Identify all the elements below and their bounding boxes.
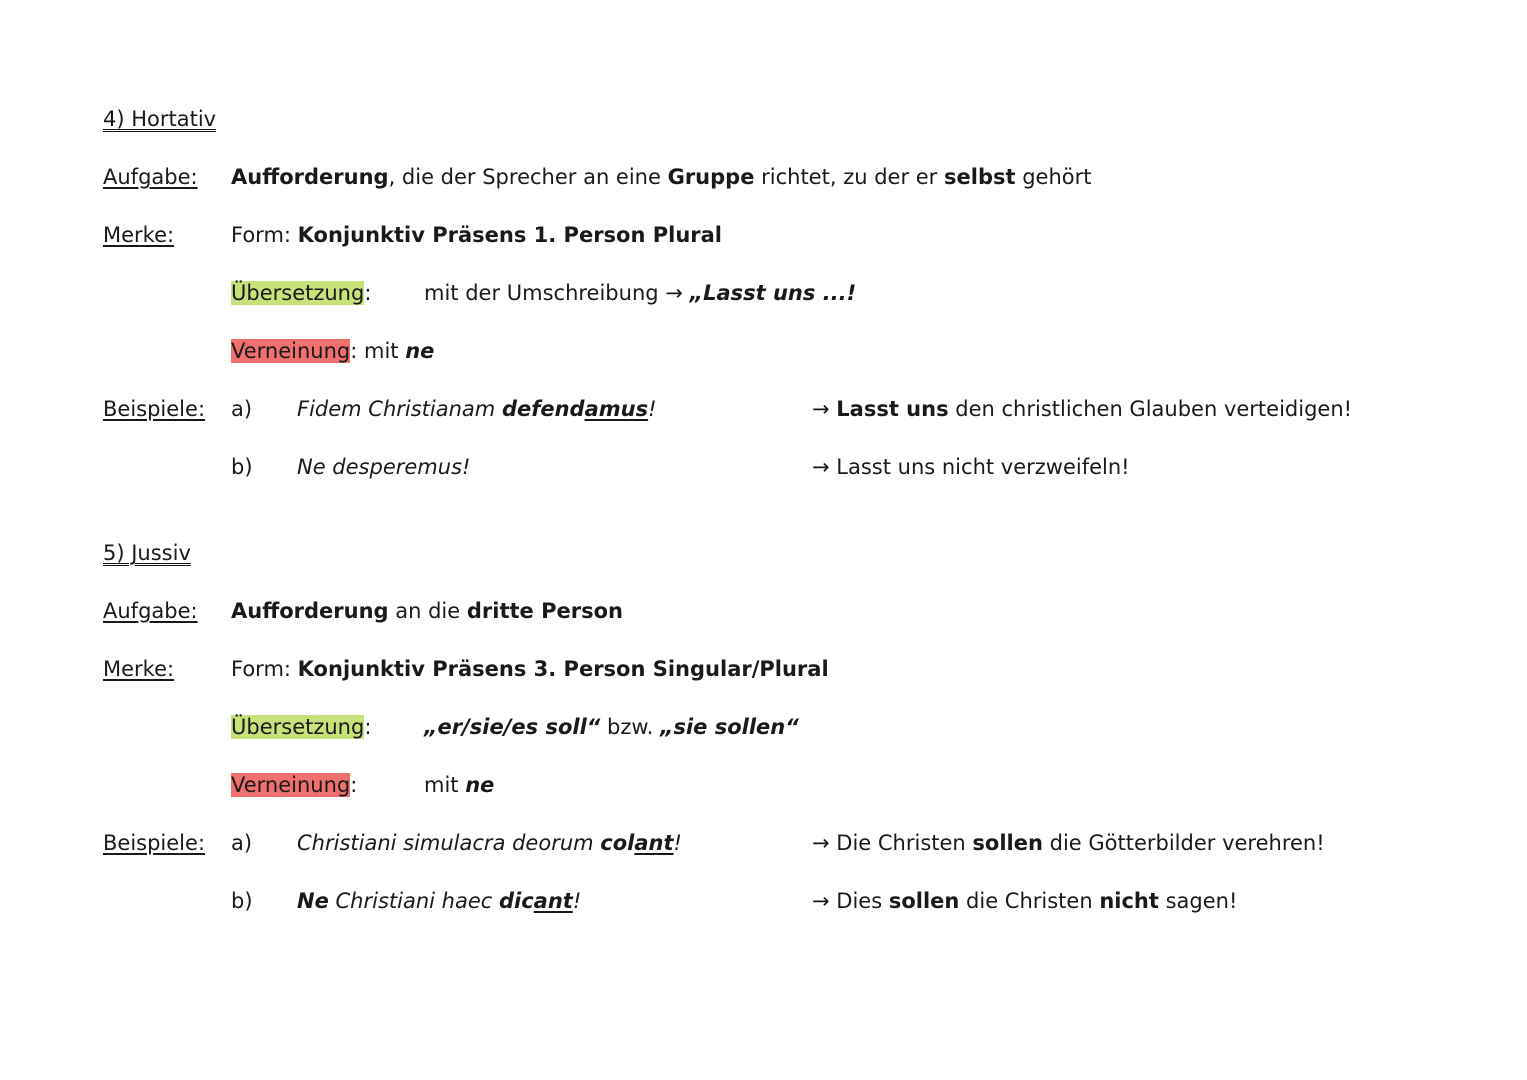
example-a-letter: a) bbox=[231, 397, 253, 421]
example-a-latin: Christiani simulacra deorum colant! bbox=[297, 831, 682, 855]
example-a-translation: → Die Christen sollen die Götterbilder verehren! bbox=[812, 831, 1325, 855]
example-b-letter: b) bbox=[231, 889, 253, 913]
uebersetzung-label: Übersetzung: bbox=[231, 715, 372, 739]
verneinung-label: Verneinung: bbox=[231, 773, 358, 797]
beispiele-label: Beispiele: bbox=[103, 397, 206, 421]
form-line: Form: Konjunktiv Präsens 1. Person Plural bbox=[231, 223, 723, 247]
uebersetzung-text: „er/sie/es soll“ bzw. „sie sollen“ bbox=[424, 715, 799, 739]
uebersetzung-label: Übersetzung: bbox=[231, 281, 372, 305]
merke-label: Merke: bbox=[103, 223, 175, 247]
form-line: Form: Konjunktiv Präsens 3. Person Singular/Plural bbox=[231, 657, 829, 681]
example-b-latin: Ne desperemus! bbox=[297, 455, 471, 479]
example-b-translation: → Dies sollen die Christen nicht sagen! bbox=[812, 889, 1238, 913]
verneinung-line: Verneinung: mit ne bbox=[231, 339, 435, 363]
section-heading-jussiv: 5) Jussiv bbox=[103, 541, 191, 565]
example-a-latin: Fidem Christianam defendamus! bbox=[297, 397, 657, 421]
section-heading-hortativ: 4) Hortativ bbox=[103, 107, 217, 131]
aufgabe-label: Aufgabe: bbox=[103, 599, 198, 623]
aufgabe-text: Aufforderung, die der Sprecher an eine Gruppe richtet, zu der er selbst gehört bbox=[231, 165, 1092, 189]
example-b-translation: → Lasst uns nicht verzweifeln! bbox=[812, 455, 1130, 479]
uebersetzung-text: mit der Umschreibung → „Lasst uns ...! bbox=[424, 281, 857, 305]
beispiele-label: Beispiele: bbox=[103, 831, 206, 855]
example-a-letter: a) bbox=[231, 831, 253, 855]
example-b-latin: Ne Christiani haec dicant! bbox=[297, 889, 582, 913]
merke-label: Merke: bbox=[103, 657, 175, 681]
aufgabe-text: Aufforderung an die dritte Person bbox=[231, 599, 623, 623]
example-a-translation: → Lasst uns den christlichen Glauben verteidigen! bbox=[812, 397, 1353, 421]
verneinung-text: mit ne bbox=[424, 773, 495, 797]
example-b-letter: b) bbox=[231, 455, 253, 479]
aufgabe-label: Aufgabe: bbox=[103, 165, 198, 189]
